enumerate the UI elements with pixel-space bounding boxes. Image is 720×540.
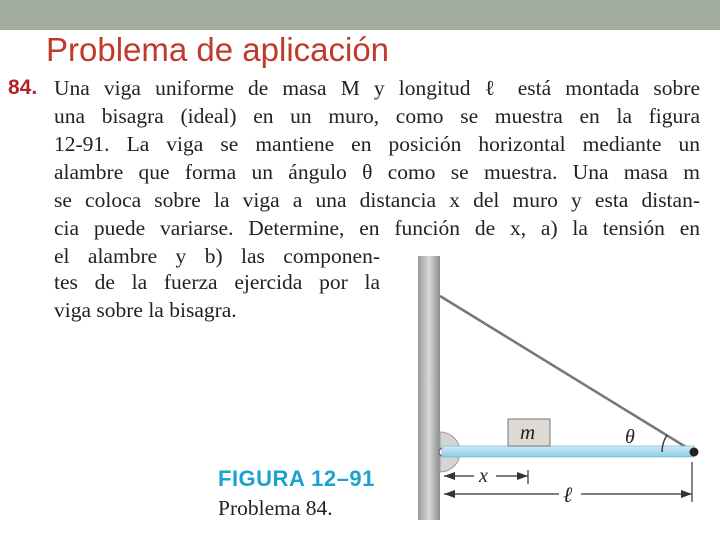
beam <box>442 446 694 457</box>
x-label: x <box>479 465 488 487</box>
problem-line: cia puede variarse. Determine, en función de x, a) la tensión en <box>54 216 700 240</box>
beam-end-dot <box>690 448 699 457</box>
figure-label: FIGURA 12–91 <box>218 466 375 491</box>
problem-line: Una viga uniforme de masa M y longitud ℓ está montada sobre <box>54 76 700 100</box>
figure-caption: Problema 84. <box>218 496 333 520</box>
wall <box>418 256 440 520</box>
problem-line: se coloca sobre la viga a una distancia x del muro y esta distan- <box>54 188 700 212</box>
support-wire <box>440 296 694 452</box>
problem-line: alambre que forma un ángulo θ como se muestra. Una masa m <box>54 160 700 184</box>
problem-line: viga sobre la bisagra. <box>54 298 237 322</box>
length-arrow-left <box>444 490 455 498</box>
x-arrow-left <box>444 472 455 480</box>
problem-line: 12-91. La viga se mantiene en posición horizontal mediante un <box>54 132 700 156</box>
x-arrow-right <box>517 472 528 480</box>
length-arrow-right <box>681 490 692 498</box>
angle-label: θ <box>625 426 635 448</box>
problem-line: el alambre y b) las componen- <box>54 244 380 268</box>
problem-line: una bisagra (ideal) en un muro, como se muestra en la figura <box>54 104 700 128</box>
mass-label: m <box>520 420 536 444</box>
length-label: ℓ <box>563 482 573 507</box>
problem-line: tes de la fuerza ejercida por la <box>54 270 380 294</box>
slide-title: Problema de aplicación <box>46 31 390 68</box>
problem-number: 84. <box>8 76 38 99</box>
